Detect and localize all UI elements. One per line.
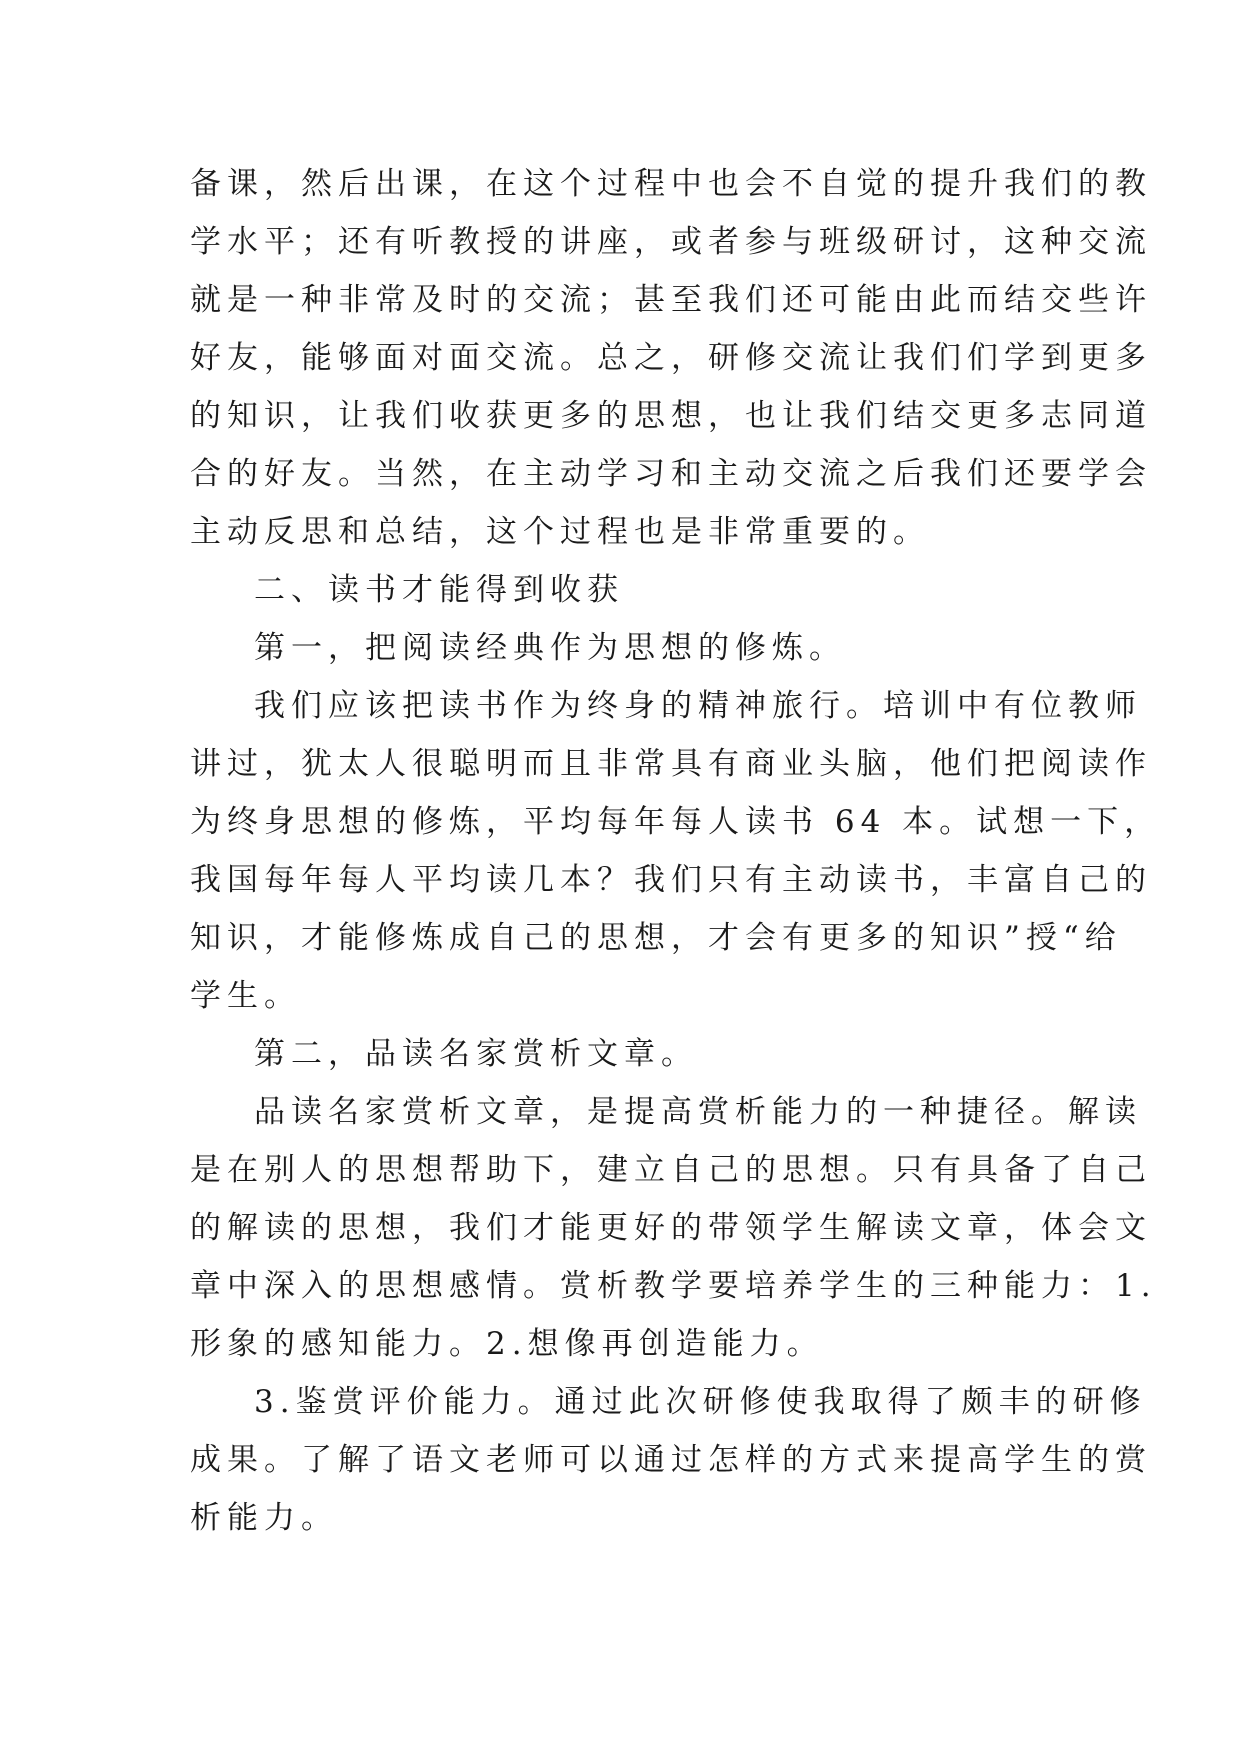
- text-line: 为终身思想的修炼，平均每年每人读书 64 本。试想一下，: [190, 804, 1162, 840]
- text-line: 的知识，让我们收获更多的思想，也让我们结交更多志同道: [190, 398, 1152, 434]
- paragraph: [190, 677, 1162, 1025]
- text-line: 品读名家赏析文章，是提高赏析能力的一种捷径。解读: [254, 1094, 1142, 1130]
- text-line: 3.鉴赏评价能力。通过此次研修使我取得了颇丰的研修: [254, 1384, 1147, 1420]
- paragraph: [190, 1373, 1152, 1547]
- text-line: 我国每年每人平均读几本？我们只有主动读书，丰富自己的: [190, 862, 1152, 898]
- text-line: 合的好友。当然，在主动学习和主动交流之后我们还要学会: [190, 456, 1152, 492]
- document-body: [190, 155, 1162, 1547]
- text-line: 的解读的思想，我们才能更好的带领学生解读文章，体会文: [190, 1210, 1152, 1246]
- text-line: 知识，才能修炼成自己的思想，才会有更多的知识”授“给: [190, 920, 1122, 956]
- text-line: 就是一种非常及时的交流；甚至我们还可能由此而结交些许: [190, 282, 1152, 318]
- text-line: 成果。了解了语文老师可以通过怎样的方式来提高学生的赏: [190, 1442, 1152, 1478]
- text-line: 备课，然后出课，在这个过程中也会不自觉的提升我们的教: [190, 166, 1152, 202]
- text-line: 析能力。: [190, 1500, 338, 1536]
- text-line: 好友，能够面对面交流。总之，研修交流让我们们学到更多: [190, 340, 1152, 376]
- text-line: 章中深入的思想感情。赏析教学要培养学生的三种能力：1.: [190, 1268, 1157, 1304]
- text-line: 讲过，犹太人很聪明而且非常具有商业头脑，他们把阅读作: [190, 746, 1152, 782]
- text-line: 我们应该把读书作为终身的精神旅行。培训中有位教师: [254, 688, 1142, 724]
- text-line: 学水平；还有听教授的讲座，或者参与班级研讨，这种交流: [190, 224, 1152, 260]
- paragraph: [190, 155, 1152, 561]
- section-heading: 二、读书才能得到收获: [254, 572, 624, 608]
- text-line: 主动反思和总结，这个过程也是非常重要的。: [190, 514, 930, 550]
- point-heading: 第一，把阅读经典作为思想的修炼。: [254, 630, 846, 666]
- text-line: 学生。: [190, 978, 301, 1014]
- text-line: 是在别人的思想帮助下，建立自己的思想。只有具备了自己: [190, 1152, 1152, 1188]
- point-heading: 第二，品读名家赏析文章。: [254, 1036, 698, 1072]
- text-line: 形象的感知能力。2.想像再创造能力。: [190, 1326, 824, 1362]
- paragraph: [190, 1083, 1157, 1373]
